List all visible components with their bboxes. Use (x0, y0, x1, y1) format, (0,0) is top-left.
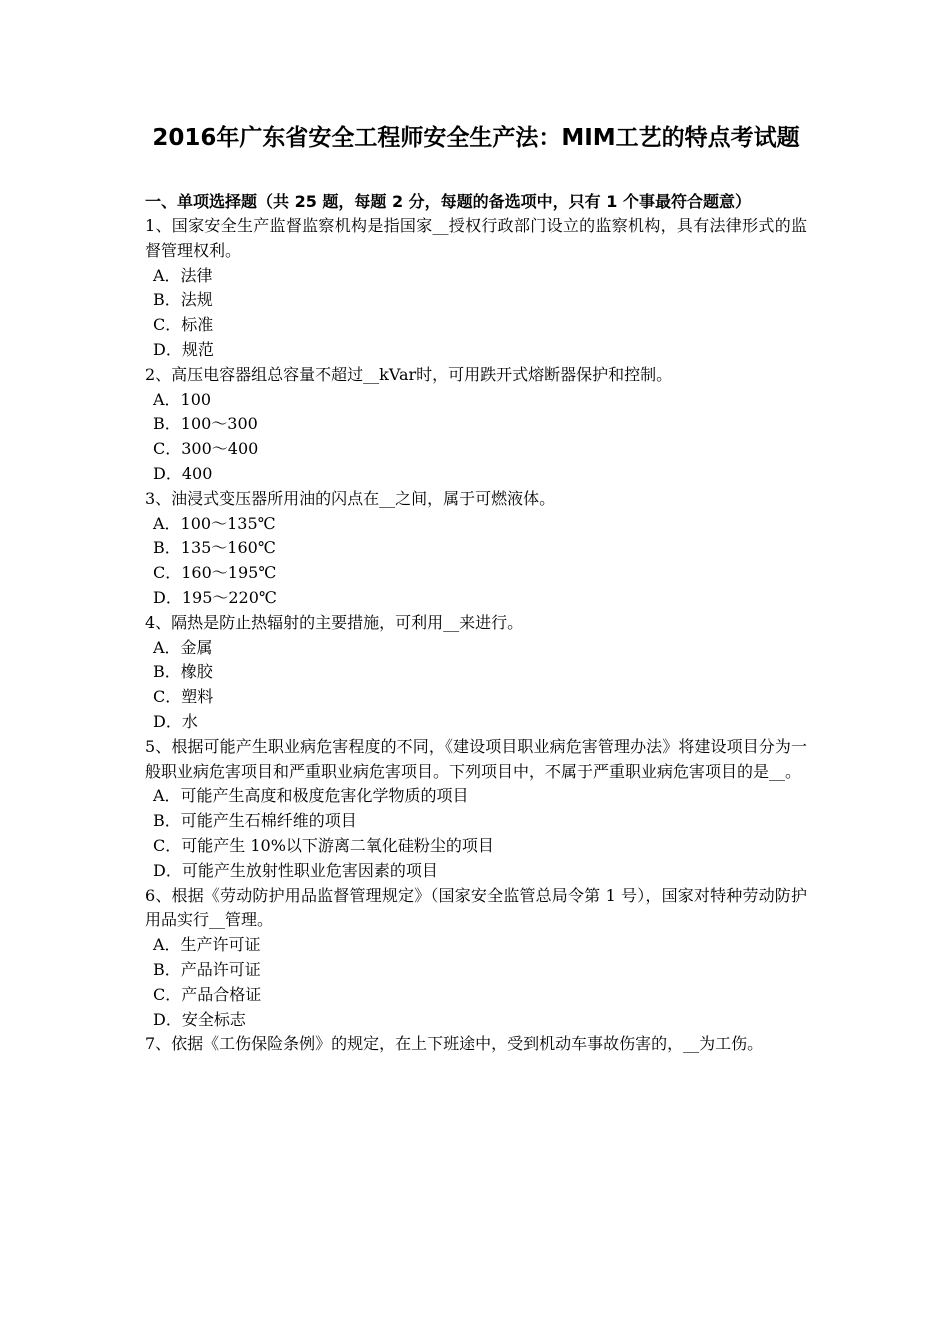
question-item (145, 735, 807, 884)
document-title: 2016年广东省安全工程师安全生产法：MIM工艺的特点考试题 (152, 125, 800, 151)
option-c: C．标准 (153, 315, 214, 335)
option-d: D．400 (153, 463, 213, 483)
option-c: C．300～400 (153, 439, 259, 459)
option-d: D．规范 (153, 339, 214, 359)
question-item (145, 214, 807, 363)
option-b: B．100～300 (153, 414, 258, 434)
section-heading: 一、单项选择题（共 25 题，每题 2 分，每题的备选项中，只有 1 个事最符合题意） (145, 192, 751, 211)
document-page (145, 112, 807, 1057)
question-list (145, 214, 807, 1057)
question-item (145, 487, 807, 611)
option-d: D．水 (153, 711, 198, 731)
option-a: A．生产许可证 (153, 935, 261, 955)
question-text: 1、国家安全生产监督监察机构是指国家__授权行政部门设立的监察机构，具有法律形式的监督管理权利。 (145, 216, 807, 260)
option-b: B．产品许可证 (153, 959, 261, 979)
option-c: C．可能产生 10%以下游离二氧化硅粉尘的项目 (153, 835, 494, 855)
option-a: A．可能产生高度和极度危害化学物质的项目 (153, 786, 469, 806)
option-d: D．可能产生放射性职业危害因素的项目 (153, 860, 438, 880)
option-b: B．橡胶 (153, 662, 213, 682)
option-b: B．135～160℃ (153, 538, 276, 558)
question-text: 5、根据可能产生职业病危害程度的不同，《建设项目职业病危害管理办法》将建设项目分为一般职业病危害项目和严重职业病危害项目。下列项目中，不属于严重职业病危害项目的是__。 (145, 736, 807, 781)
option-d: D．195～220℃ (153, 587, 277, 607)
question-item (145, 884, 807, 1033)
option-a: A．100 (153, 389, 212, 409)
option-b: B．法规 (153, 290, 213, 310)
question-text: 7、依据《工伤保险条例》的规定，在上下班途中，受到机动车事故伤害的，__为工伤。 (145, 1034, 764, 1054)
option-d: D．安全标志 (153, 1009, 246, 1029)
question-item (145, 611, 807, 735)
question-item (145, 363, 807, 487)
question-text: 6、根据《劳动防护用品监督管理规定》（国家安全监管总局令第 1 号），国家对特种劳动防护用品实行__管理。 (145, 885, 807, 930)
option-a: A．金属 (153, 637, 213, 657)
question-text: 4、隔热是防止热辐射的主要措施，可利用__来进行。 (145, 612, 524, 632)
option-a: A．法律 (153, 265, 213, 285)
option-c: C．160～195℃ (153, 563, 277, 583)
question-text: 3、油浸式变压器所用油的闪点在__之间，属于可燃液体。 (145, 488, 556, 508)
question-text: 2、高压电容器组总容量不超过__kVar时，可用跌开式熔断器保护和控制。 (145, 364, 673, 384)
option-b: B．可能产生石棉纤维的项目 (153, 811, 357, 831)
option-a: A．100～135℃ (153, 513, 276, 533)
question-item (145, 1032, 807, 1057)
option-c: C．塑料 (153, 687, 214, 707)
option-c: C．产品合格证 (153, 984, 262, 1004)
